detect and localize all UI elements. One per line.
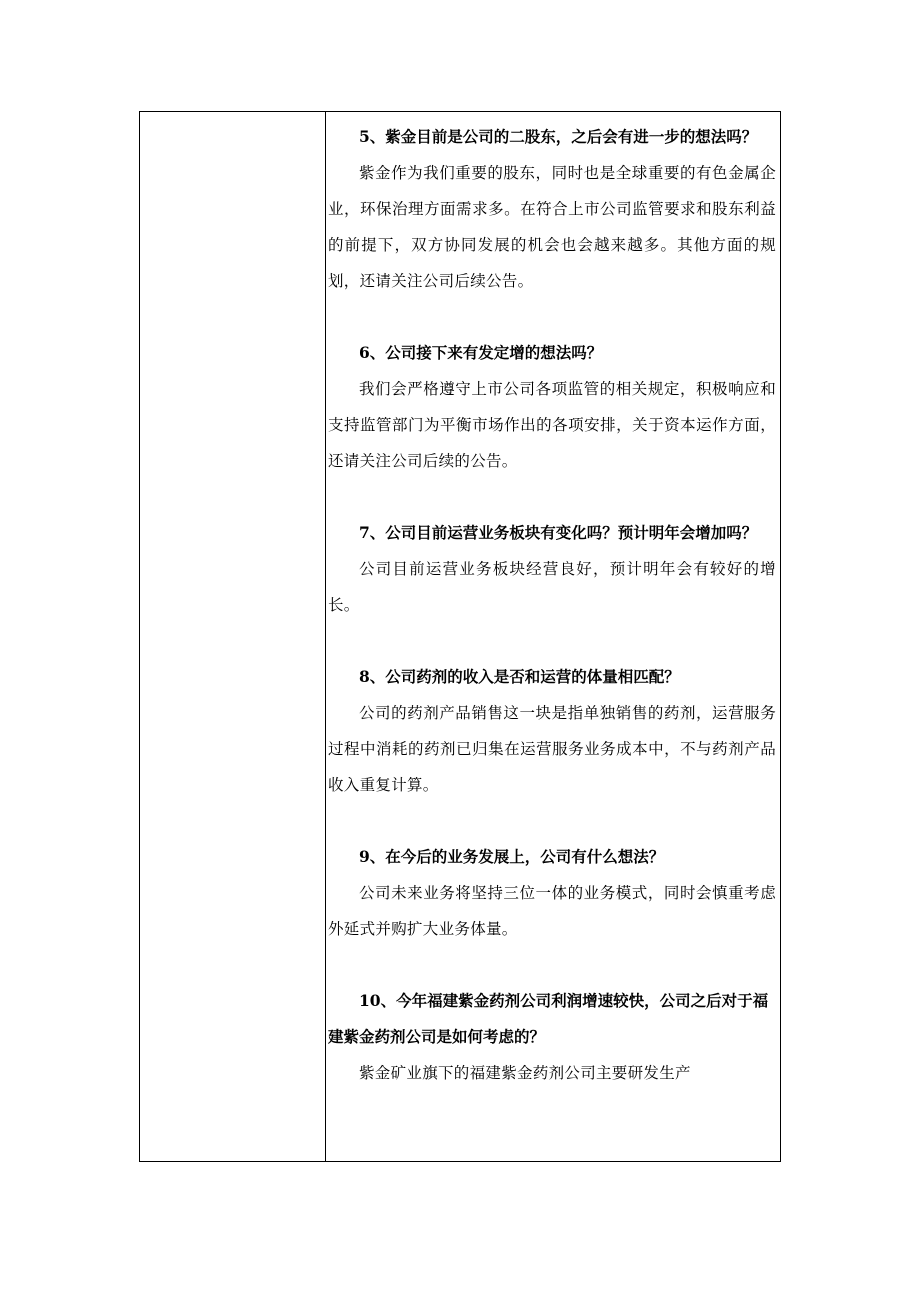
answer-9: 公司未来业务将坚持三位一体的业务模式，同时会慎重考虑外延式并购扩大业务体量。: [328, 884, 776, 938]
table-frame: [139, 111, 781, 1162]
answer-10: 紫金矿业旗下的福建紫金药剂公司主要研发生产: [359, 1064, 691, 1082]
question-8: 8、公司药剂的收入是否和运营的体量相匹配？: [359, 667, 680, 686]
qa-item-6: [328, 335, 776, 479]
question-7: 7、公司目前运营业务板块有变化吗？预计明年会增加吗？: [359, 523, 758, 542]
question-5: 5、紫金目前是公司的二股东，之后会有进一步的想法吗？: [359, 127, 758, 146]
qa-item-8: [328, 659, 776, 803]
column-divider: [325, 112, 326, 1161]
question-6: 6、公司接下来有发定增的想法吗？: [359, 343, 603, 362]
qa-item-10: [328, 983, 776, 1091]
qa-content: [328, 119, 776, 1091]
answer-5: 紫金作为我们重要的股东，同时也是全球重要的有色金属企业，环保治理方面需求多。在符合上市公司监管要求和股东利益的前提下，双方协同发展的机会也会越来越多。其他方面的规划，还请关注公司后续公告。: [328, 164, 776, 290]
qa-item-5: [328, 119, 776, 299]
qa-item-9: [328, 839, 776, 947]
answer-7: 公司目前运营业务板块经营良好，预计明年会有较好的增长。: [328, 560, 776, 614]
question-10: 10、今年福建紫金药剂公司利润增速较快，公司之后对于福建紫金药剂公司是如何考虑的？: [328, 991, 769, 1046]
qa-item-7: [328, 515, 776, 623]
question-9: 9、在今后的业务发展上，公司有什么想法？: [359, 847, 665, 866]
answer-8: 公司的药剂产品销售这一块是指单独销售的药剂，运营服务过程中消耗的药剂已归集在运营服务业务成本中，不与药剂产品收入重复计算。: [328, 704, 776, 794]
answer-6: 我们会严格遵守上市公司各项监管的相关规定，积极响应和支持监管部门为平衡市场作出的各项安排，关于资本运作方面，还请关注公司后续的公告。: [328, 380, 776, 470]
